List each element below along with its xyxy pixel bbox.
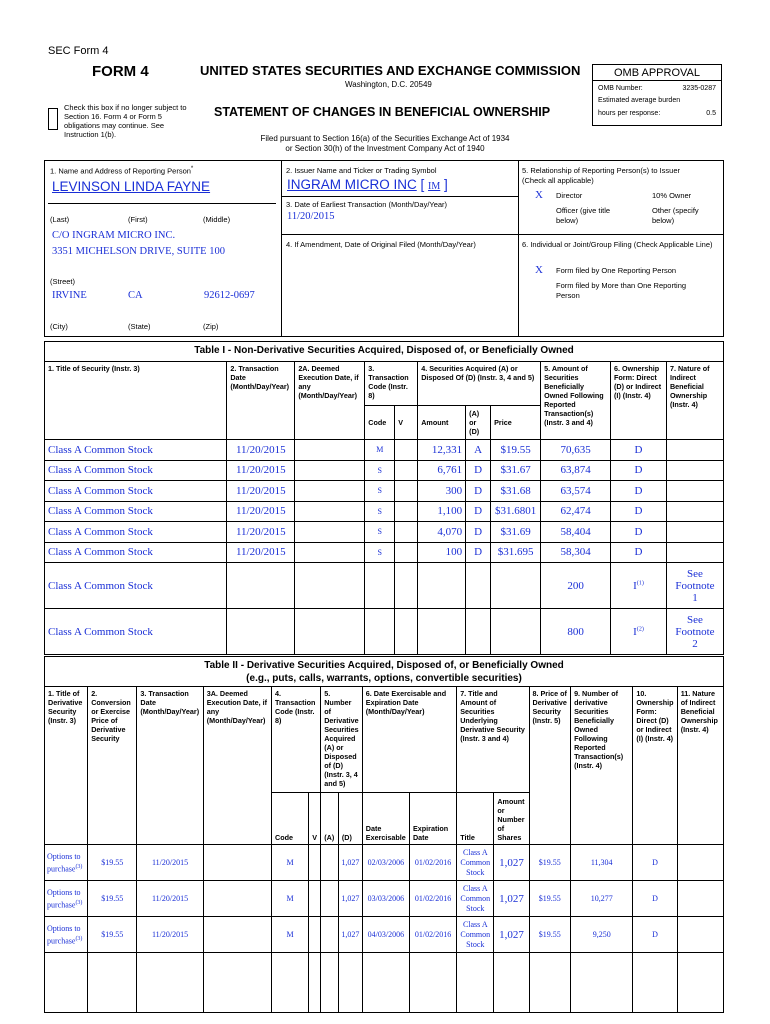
address-line-1: C/O INGRAM MICRO INC.	[52, 230, 176, 241]
t2-h-conversion: 2. Conversion or Exercise Price of Derivative Security	[88, 687, 137, 845]
t2-h-underlying: 7. Title and Amount of Securities Underlying Derivative Security (Instr. 3 and 4)	[457, 687, 529, 793]
t2-h-code-sub: Code	[272, 793, 309, 845]
one-person-label: Form filed by One Reporting Person	[556, 266, 677, 275]
omb-hours-row	[593, 104, 721, 117]
t1-h-aord: (A) or (D)	[466, 406, 491, 440]
t2-h-title-sub: Title	[457, 793, 494, 845]
t2-h-date: 3. Transaction Date (Month/Day/Year)	[137, 687, 203, 845]
issuer-label: 2. Issuer Name and Ticker or Trading Symbol	[286, 166, 437, 175]
officer-label: Officer (give title below)	[556, 206, 611, 225]
ten-percent-label: 10% Owner	[652, 191, 692, 200]
state-value: CA	[128, 290, 143, 301]
director-mark: X	[535, 189, 543, 201]
checkbox-instructions: Check this box if no longer subject to Section 16. Form 4 or Form 5 obligations may continue. See Instruction 1(b).	[64, 103, 187, 139]
table-row: Class A Common Stock 11/20/2015 M 12,331 A $19.55 70,635 D	[45, 440, 724, 461]
address-line-2: 3351 MICHELSON DRIVE, SUITE 100	[52, 246, 225, 257]
omb-hours-value: 0.5	[706, 110, 716, 117]
table2-title: Table II - Derivative Securities Acquired, Disposed of, or Beneficially Owned (e.g., puts, calls, warrants, options, convertible securities)	[44, 656, 724, 686]
sec-form-label: SEC Form 4	[48, 45, 109, 57]
table-row: Options to purchase$^{(3)}$ $19.55 11/20/2015 M 1,027 02/03/2006 01/02/2016 Class A Common Stock 1,027 $19.55 11,304 D	[45, 845, 724, 881]
t2-h-deemed: 3A. Deemed Execution Date, if any (Month/Day/Year)	[203, 687, 271, 845]
t2-h-nature: 11. Nature of Indirect Beneficial Ownership (Instr. 4)	[677, 687, 723, 845]
one-person-mark: X	[535, 264, 543, 276]
t1-h-amount: Amount	[418, 406, 466, 440]
table-row: Class A Common Stock 11/20/2015 S 100 D $31.695 58,304 D	[45, 542, 724, 563]
statement-title: STATEMENT OF CHANGES IN BENEFICIAL OWNERSHIP	[214, 105, 551, 119]
table-row: Options to purchase$^{(3)}$ $19.55 11/20/2015 M 1,027 04/03/2006 01/02/2016 Class A Common Stock 1,027 $19.55 9,250 D	[45, 917, 724, 953]
table-row: Class A Common Stock 200 $I^{(1)}$ See Footnote 1	[45, 563, 724, 609]
table-row: Options to purchase$^{(3)}$ $19.55 11/20/2015 M 1,027 03/03/2006 01/02/2016 Class A Common Stock 1,027 $19.55 10,277 D	[45, 881, 724, 917]
t2-h-title: 1. Title of Derivative Security (Instr. 3)	[45, 687, 88, 845]
issuer-name-row	[287, 177, 448, 192]
omb-title: OMB APPROVAL	[593, 65, 721, 81]
t2-h-expiration: Expiration Date	[409, 793, 456, 845]
filed-line-2: or Section 30(h) of the Investment Company Act of 1940	[285, 144, 485, 153]
issuer-name[interactable]: INGRAM MICRO INC	[287, 177, 417, 192]
filed-line-1: Filed pursuant to Section 16(a) of the Securities Exchange Act of 1934	[260, 134, 510, 143]
t1-h-deemed: 2A. Deemed Execution Date, if any (Month/Day/Year)	[295, 362, 365, 440]
table-row	[45, 953, 724, 1013]
last-label: (Last)	[50, 215, 70, 224]
reporting-person-label: 1. Name and Address of Reporting Person*	[50, 166, 194, 176]
non-derivative-table	[44, 361, 724, 655]
earliest-date-value: 11/20/2015	[287, 211, 335, 222]
t1-h-v: V	[395, 406, 418, 440]
t2-h-number-owned: 9. Number of derivative Securities Beneficially Owned Following Reported Transaction(s) (Instr. 4)	[571, 687, 633, 845]
t1-h-ownership-form: 6. Ownership Form: Direct (D) or Indirect (I) (Instr. 4)	[611, 362, 667, 440]
ticker-open-bracket: [	[420, 177, 425, 192]
relationship-label: 5. Relationship of Reporting Person(s) to Issuer (Check all applicable)	[522, 166, 680, 185]
filing-label: 6. Individual or Joint/Group Filing (Check Applicable Line)	[522, 240, 713, 249]
state-label: (State)	[128, 322, 151, 331]
t1-h-code: 3. Transaction Code (Instr. 8)	[365, 362, 418, 406]
omb-burden-label: Estimated average burden	[598, 97, 681, 104]
agency-location: Washington, D.C. 20549	[345, 80, 432, 89]
reporting-person-name[interactable]: LEVINSON LINDA FAYNE	[52, 179, 211, 194]
t1-h-price: Price	[491, 406, 541, 440]
first-label: (First)	[128, 215, 148, 224]
city-value: IRVINE	[52, 290, 87, 301]
form-title: FORM 4	[92, 63, 149, 80]
omb-approval-box	[592, 64, 722, 126]
no-longer-subject-checkbox[interactable]	[48, 108, 58, 130]
t2-h-number: 5. Number of Derivative Securities Acquired (A) or Disposed of (D) (Instr. 3, 4 and 5)	[321, 687, 363, 793]
t1-h-code-sub: Code	[365, 406, 395, 440]
omb-number-value: 3235-0287	[682, 85, 716, 92]
agency-title: UNITED STATES SECURITIES AND EXCHANGE COMMISSION	[200, 63, 581, 78]
middle-label: (Middle)	[203, 215, 231, 224]
table-row: Class A Common Stock 11/20/2015 S 6,761 D $31.67 63,874 D	[45, 460, 724, 481]
city-label: (City)	[50, 322, 68, 331]
t2-h-exercisable: 6. Date Exercisable and Expiration Date (Month/Day/Year)	[362, 687, 456, 793]
t2-h-code: 4. Transaction Code (Instr. 8)	[272, 687, 321, 793]
t2-h-ownership: 10. Ownership Form: Direct (D) or Indirect (I) (Instr. 4)	[633, 687, 677, 845]
earliest-date-label: 3. Date of Earliest Transaction (Month/Day/Year)	[286, 200, 448, 209]
t1-h-date: 2. Transaction Date (Month/Day/Year)	[227, 362, 295, 440]
t1-h-nature: 7. Nature of Indirect Beneficial Ownership (Instr. 4)	[666, 362, 723, 440]
t2-h-v: V	[309, 793, 321, 845]
omb-number-label: OMB Number:	[598, 85, 643, 92]
table-row: Class A Common Stock 11/20/2015 S 4,070 D $31.69 58,404 D	[45, 522, 724, 543]
t2-h-price: 8. Price of Derivative Security (Instr. 5)	[529, 687, 571, 845]
filed-pursuant	[0, 134, 770, 154]
ticker-close-bracket: ]	[444, 177, 448, 192]
t2-h-a: (A)	[321, 793, 339, 845]
t1-h-securities: 4. Securities Acquired (A) or Disposed Of (D) (Instr. 3, 4 and 5)	[418, 362, 541, 406]
table-row: Class A Common Stock 11/20/2015 S 300 D $31.68 63,574 D	[45, 481, 724, 502]
table1-title: Table I - Non-Derivative Securities Acquired, Disposed of, or Beneficially Owned	[44, 341, 724, 361]
zip-label: (Zip)	[203, 322, 219, 331]
t2-h-shares: Amount or Number of Shares	[494, 793, 529, 845]
table-row: Class A Common Stock 11/20/2015 S 1,100 D $31.6801 62,474 D	[45, 501, 724, 522]
t1-h-amount-owned: 5. Amount of Securities Beneficially Owned Following Reported Transaction(s) (Instr. 3 and 4)	[541, 362, 611, 440]
t2-h-date-exercisable: Date Exercisable	[362, 793, 409, 845]
street-label: (Street)	[50, 277, 76, 286]
amendment-label: 4. If Amendment, Date of Original Filed (Month/Day/Year)	[286, 240, 476, 249]
derivative-table	[44, 686, 724, 1013]
t1-h-title: 1. Title of Security (Instr. 3)	[45, 362, 227, 440]
table-row: Class A Common Stock 800 $I^{(2)}$ See Footnote 2	[45, 609, 724, 655]
omb-hours-label: hours per response:	[598, 110, 661, 117]
director-label: Director	[556, 191, 583, 200]
zip-value: 92612-0697	[204, 290, 255, 301]
more-person-label: Form filed by More than One Reporting Person	[556, 281, 687, 300]
other-label: Other (specify below)	[652, 206, 699, 225]
omb-number-row	[593, 81, 721, 92]
issuer-ticker[interactable]: IM	[428, 181, 441, 192]
t2-h-d: (D)	[338, 793, 362, 845]
